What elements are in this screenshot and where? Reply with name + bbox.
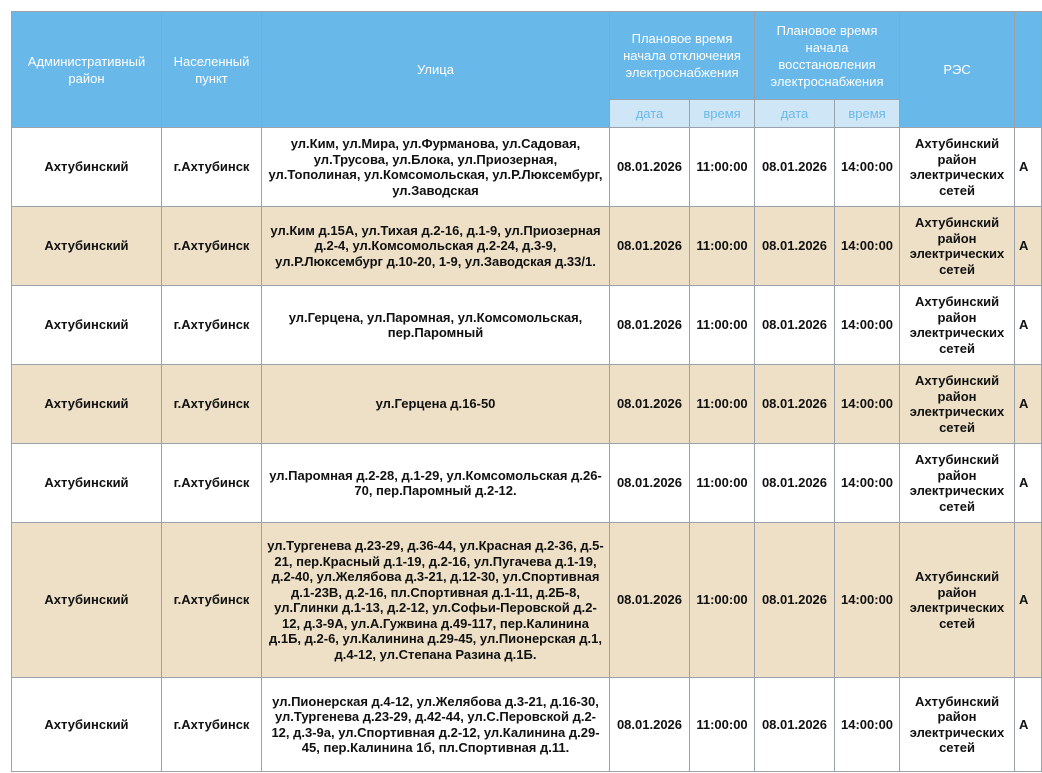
cell-district: Ахтубинский [12, 523, 162, 678]
cell-off-time: 11:00:00 [690, 128, 755, 207]
cell-street: ул.Герцена д.16-50 [262, 365, 610, 444]
cell-off-time: 11:00:00 [690, 365, 755, 444]
cell-truncated: А [1015, 128, 1042, 207]
cell-on-time: 14:00:00 [835, 128, 900, 207]
cell-on-time: 14:00:00 [835, 286, 900, 365]
subheader-on-time: время [835, 100, 900, 128]
cell-settlement: г.Ахтубинск [162, 207, 262, 286]
header-row [12, 12, 1042, 100]
cell-on-date: 08.01.2026 [755, 444, 835, 523]
cell-truncated: А [1015, 286, 1042, 365]
header-street: Улица [262, 12, 610, 128]
cell-settlement: г.Ахтубинск [162, 444, 262, 523]
cell-district: Ахтубинский [12, 286, 162, 365]
cell-off-date: 08.01.2026 [610, 128, 690, 207]
cell-settlement: г.Ахтубинск [162, 286, 262, 365]
cell-res: Ахтубинский район электрических сетей [900, 207, 1015, 286]
cell-on-time: 14:00:00 [835, 365, 900, 444]
cell-on-date: 08.01.2026 [755, 365, 835, 444]
header-off-time: Плановое время начала отключения электроснабжения [610, 12, 755, 100]
cell-res: Ахтубинский район электрических сетей [900, 286, 1015, 365]
table-row [12, 523, 1042, 678]
header-district: Административный район [12, 12, 162, 128]
subheader-on-date: дата [755, 100, 835, 128]
cell-off-date: 08.01.2026 [610, 444, 690, 523]
cell-district: Ахтубинский [12, 207, 162, 286]
cell-on-time: 14:00:00 [835, 523, 900, 678]
table-row [12, 128, 1042, 207]
cell-on-time: 14:00:00 [835, 444, 900, 523]
header-settlement: Населенный пункт [162, 12, 262, 128]
cell-district: Ахтубинский [12, 365, 162, 444]
table-row [12, 678, 1042, 772]
cell-truncated: А [1015, 678, 1042, 772]
header-extra [1015, 12, 1042, 128]
cell-res: Ахтубинский район электрических сетей [900, 523, 1015, 678]
cell-settlement: г.Ахтубинск [162, 128, 262, 207]
cell-truncated: А [1015, 207, 1042, 286]
cell-street: ул.Герцена, ул.Паромная, ул.Комсомольская, пер.Паромный [262, 286, 610, 365]
table-row [12, 286, 1042, 365]
cell-off-time: 11:00:00 [690, 523, 755, 678]
cell-settlement: г.Ахтубинск [162, 678, 262, 772]
outage-table [11, 11, 1042, 772]
cell-res: Ахтубинский район электрических сетей [900, 365, 1015, 444]
cell-res: Ахтубинский район электрических сетей [900, 444, 1015, 523]
cell-off-date: 08.01.2026 [610, 678, 690, 772]
cell-off-date: 08.01.2026 [610, 207, 690, 286]
cell-settlement: г.Ахтубинск [162, 523, 262, 678]
cell-off-date: 08.01.2026 [610, 523, 690, 678]
cell-on-date: 08.01.2026 [755, 523, 835, 678]
cell-res: Ахтубинский район электрических сетей [900, 128, 1015, 207]
cell-street: ул.Тургенева д.23-29, д.36-44, ул.Красная д.2-36, д.5-21, пер.Красный д.1-19, д.2-16, ул.Пугачева д.1-19, д.2-40, ул.Желябова д.3-21, д.12-30, ул.Спортивная д.1-23В, д.2-16, пл.Спортивная д.1-11, д.2Б-8, ул.Глинки д.1-13, д.2-12, ул.Софьи-Перовской д.2-12, д.3-9А, ул.А.Гужвина д.49-117, пер.Калинина д.1Б, д.2-6, ул.Калинина д.29-45, ул.Пионерская д.1, д.4-12, ул.Степана Разина д.1Б. [262, 523, 610, 678]
cell-off-date: 08.01.2026 [610, 365, 690, 444]
cell-on-date: 08.01.2026 [755, 286, 835, 365]
cell-settlement: г.Ахтубинск [162, 365, 262, 444]
cell-street: ул.Паромная д.2-28, д.1-29, ул.Комсомольская д.26-70, пер.Паромный д.2-12. [262, 444, 610, 523]
cell-on-time: 14:00:00 [835, 207, 900, 286]
header-on-time: Плановое время начала восстановления электроснабжения [755, 12, 900, 100]
cell-on-date: 08.01.2026 [755, 678, 835, 772]
table-row [12, 207, 1042, 286]
cell-on-date: 08.01.2026 [755, 207, 835, 286]
cell-off-date: 08.01.2026 [610, 286, 690, 365]
cell-truncated: А [1015, 444, 1042, 523]
cell-street: ул.Ким д.15А, ул.Тихая д.2-16, д.1-9, ул.Приозерная д.2-4, ул.Комсомольская д.2-24, д.3-9, ул.Р.Люксембург д.10-20, 1-9, ул.Заводская д.33/1. [262, 207, 610, 286]
table-row [12, 365, 1042, 444]
cell-truncated: А [1015, 523, 1042, 678]
cell-street: ул.Пионерская д.4-12, ул.Желябова д.3-21, д.16-30, ул.Тургенева д.23-29, д.42-44, ул.С.Перовской д.2-12, д.3-9а, ул.Спортивная д.2-12, ул.Калинина д.29-45, пер.Калинина 1б, пл.Спортивная д.11. [262, 678, 610, 772]
cell-res: Ахтубинский район электрических сетей [900, 678, 1015, 772]
subheader-off-date: дата [610, 100, 690, 128]
cell-district: Ахтубинский [12, 128, 162, 207]
header-res: РЭС [900, 12, 1015, 128]
cell-street: ул.Ким, ул.Мира, ул.Фурманова, ул.Садовая, ул.Трусова, ул.Блока, ул.Приозерная, ул.Тополиная, ул.Комсомольская, ул.Р.Люксембург, ул.Заводская [262, 128, 610, 207]
cell-on-time: 14:00:00 [835, 678, 900, 772]
cell-off-time: 11:00:00 [690, 207, 755, 286]
table-row [12, 444, 1042, 523]
cell-district: Ахтубинский [12, 444, 162, 523]
cell-district: Ахтубинский [12, 678, 162, 772]
cell-off-time: 11:00:00 [690, 286, 755, 365]
cell-off-time: 11:00:00 [690, 444, 755, 523]
subheader-off-time: время [690, 100, 755, 128]
cell-truncated: А [1015, 365, 1042, 444]
cell-on-date: 08.01.2026 [755, 128, 835, 207]
cell-off-time: 11:00:00 [690, 678, 755, 772]
